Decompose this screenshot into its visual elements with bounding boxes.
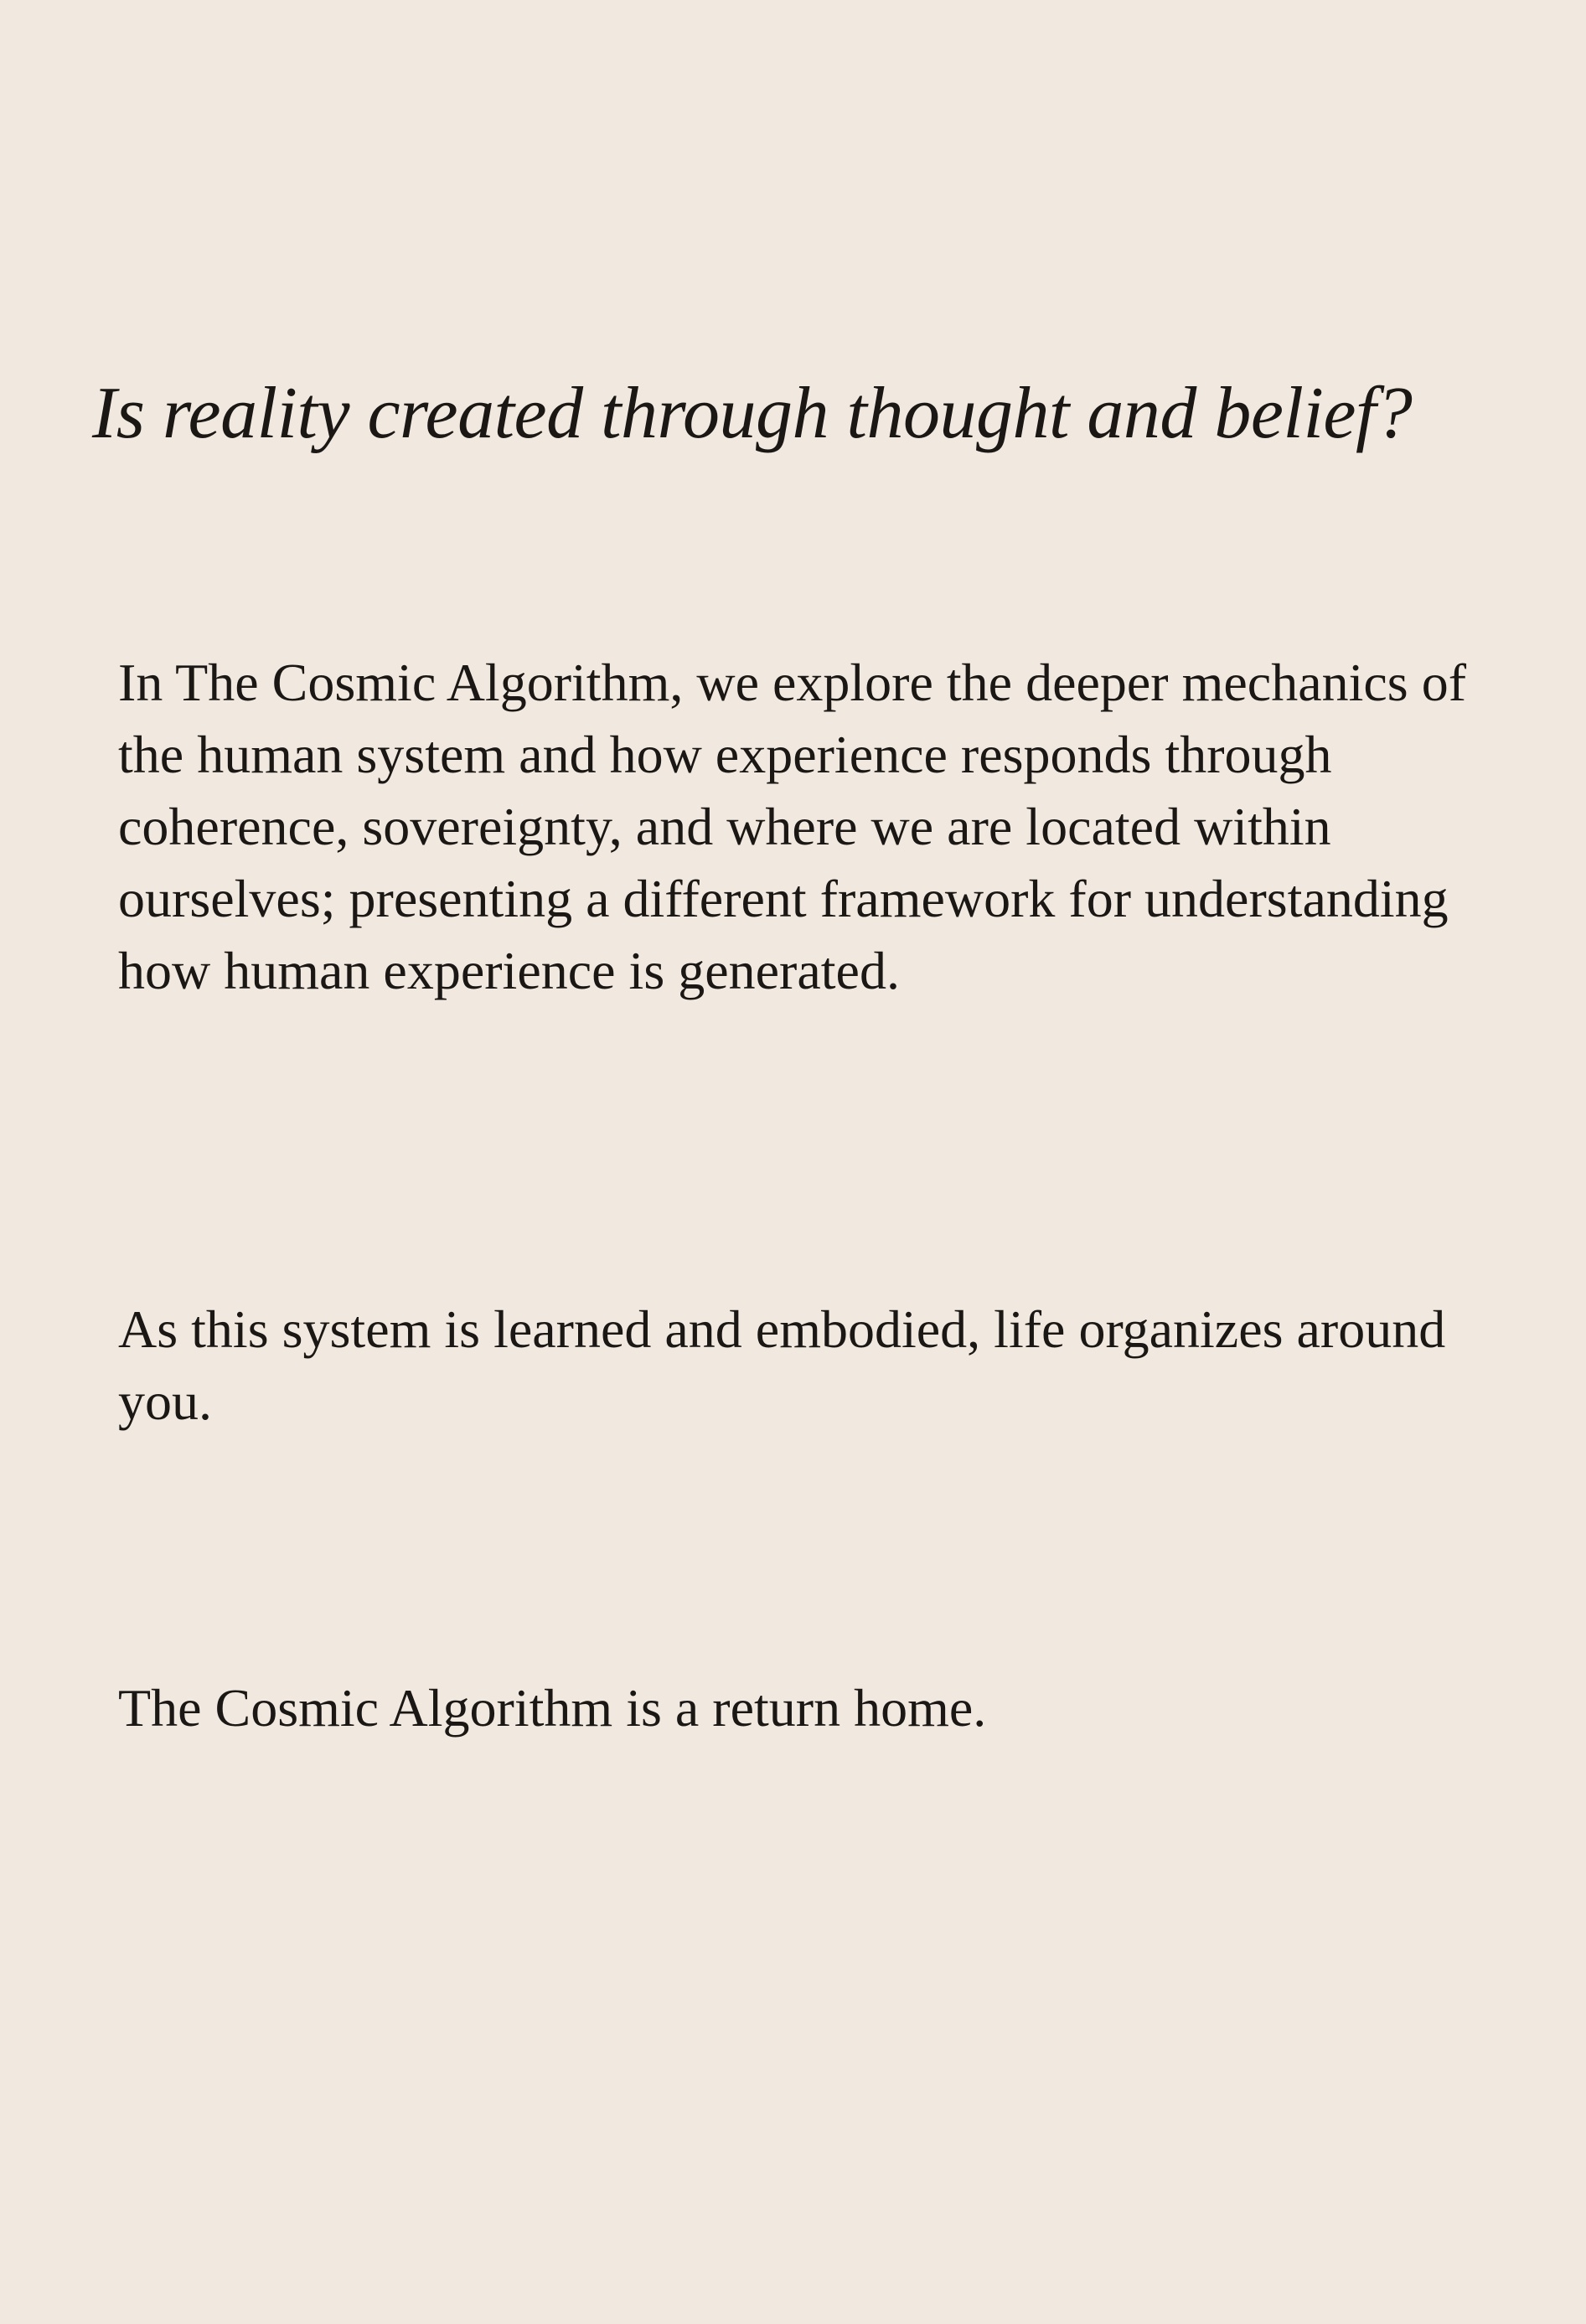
embodiment-paragraph: As this system is learned and embodied, life organizes around you.	[118, 1299, 1446, 1431]
intro-paragraph: In The Cosmic Algorithm, we explore the deeper mechanics of the human system and how experience responds through coherence, sovereignty, and where we are located within ourselves; presenting a different framework for understanding how human experience is generated.	[118, 653, 1466, 1000]
closing-paragraph: The Cosmic Algorithm is a return home.	[118, 1678, 987, 1738]
headline-question: Is reality created through thought and belief?	[92, 373, 1413, 454]
